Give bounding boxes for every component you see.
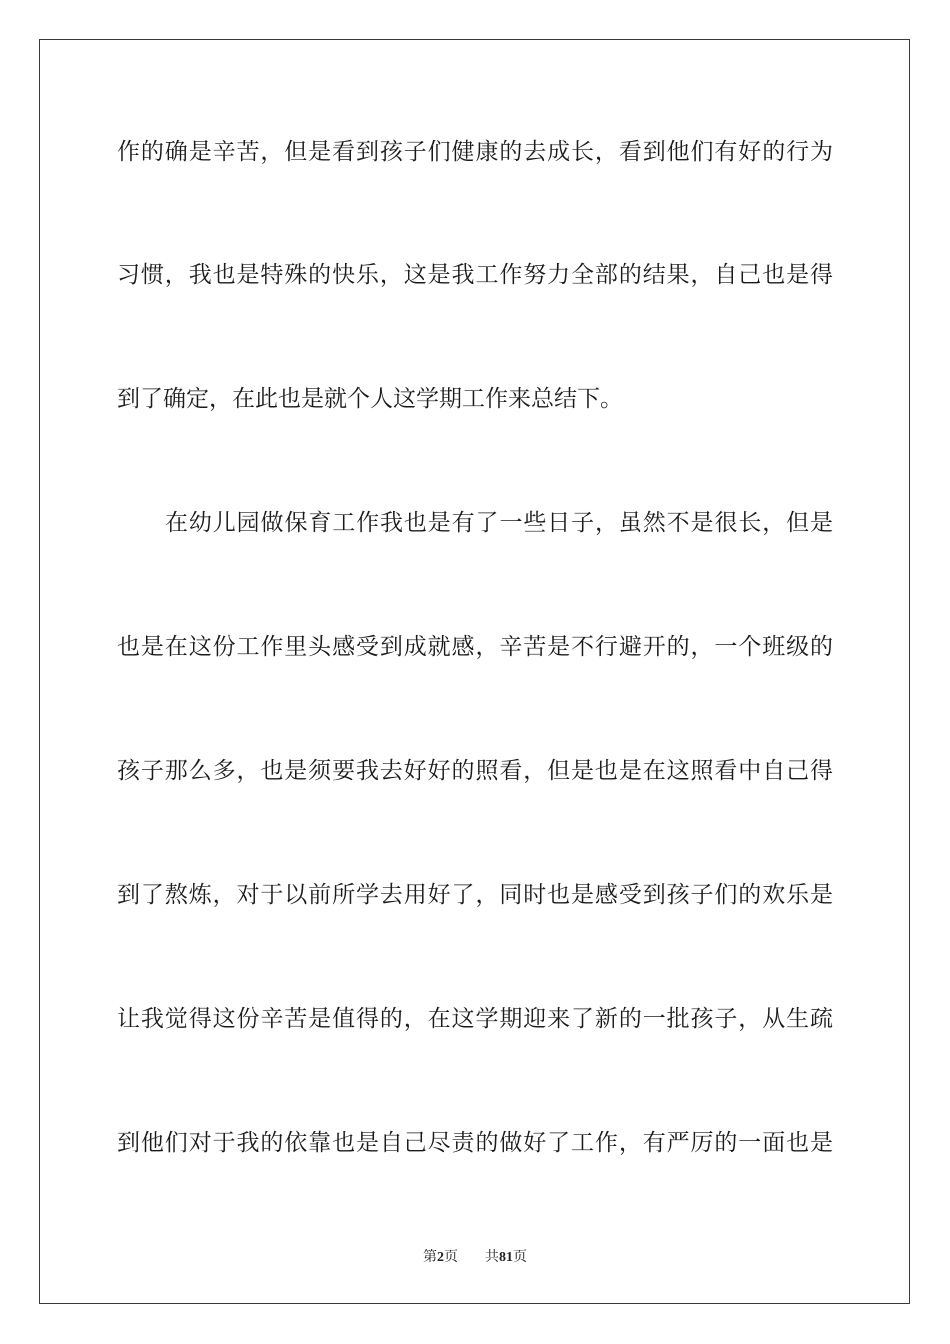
total-prefix: 共 bbox=[484, 1249, 499, 1265]
page-suffix: 页 bbox=[444, 1249, 459, 1265]
total-pages-number: 81 bbox=[498, 1250, 513, 1265]
body-text-line: 到了熬炼，对于以前所学去用好了，同时也是感受到孩子们的欢乐是 bbox=[117, 882, 833, 908]
body-text-line: 到了确定，在此也是就个人这学期工作来总结下。 bbox=[117, 386, 623, 412]
page-number: 2 bbox=[437, 1250, 445, 1265]
body-text-line: 孩子那么多，也是须要我去好好的照看，但是也是在这照看中自己得 bbox=[117, 758, 833, 784]
page-footer bbox=[0, 1248, 950, 1267]
total-pages-indicator bbox=[485, 1248, 527, 1267]
body-text-line: 作的确是辛苦，但是看到孩子们健康的去成长，看到他们有好的行为 bbox=[117, 139, 833, 165]
body-text-line: 让我觉得这份辛苦是值得的，在这学期迎来了新的一批孩子，从生疏 bbox=[117, 1006, 833, 1032]
total-suffix: 页 bbox=[512, 1249, 527, 1265]
body-text-line-indented: 在幼儿园做保育工作我也是有了一些日子，虽然不是很长，但是 bbox=[165, 510, 833, 536]
body-text-line: 习惯，我也是特殊的快乐，这是我工作努力全部的结果，自己也是得 bbox=[117, 262, 833, 288]
body-text-line: 到他们对于我的依靠也是自己尽责的做好了工作，有严厉的一面也是 bbox=[117, 1130, 833, 1156]
page-prefix: 第 bbox=[423, 1249, 438, 1265]
page-frame bbox=[39, 39, 910, 1304]
body-text-line: 也是在这份工作里头感受到成就感，辛苦是不行避开的，一个班级的 bbox=[117, 634, 833, 660]
page-indicator bbox=[423, 1248, 458, 1267]
